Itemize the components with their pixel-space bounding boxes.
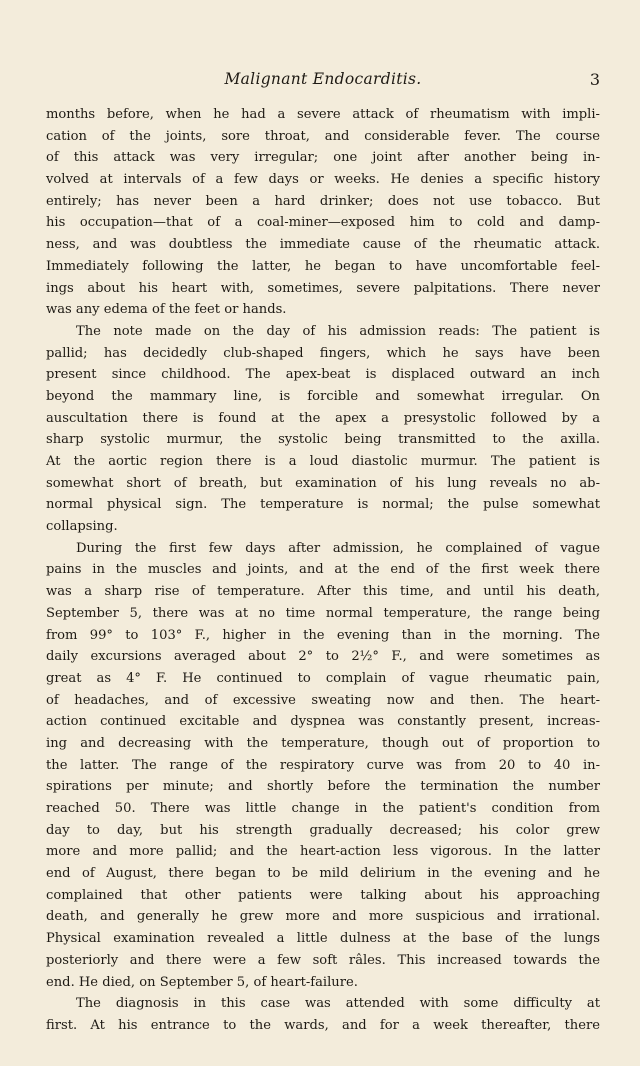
- text-line: The note made on the day of his admission reads: The patient is: [76, 323, 600, 339]
- text-line: was a sharp rise of temperature. After this time, and until his death,: [46, 584, 600, 600]
- text-line: cation of the joints, sore throat, and considerable fever. The course: [46, 128, 600, 144]
- text-line: collapsing.: [46, 519, 118, 535]
- text-line: end of August, there began to be mild delirium in the evening and he: [46, 866, 600, 882]
- text-line: ing and decreasing with the temperature, though out of proportion to: [46, 735, 600, 751]
- text-line: somewhat short of breath, but examination of his lung reveals no ab-: [46, 475, 600, 491]
- text-line: of headaches, and of excessive sweating now and then. The heart-: [46, 692, 600, 708]
- text-line: great as 4° F. He continued to complain of vague rheumatic pain,: [46, 670, 600, 686]
- text-line: entirely; has never been a hard drinker; does not use tobacco. But: [46, 193, 600, 209]
- text-line: At the aortic region there is a loud diastolic murmur. The patient is: [46, 454, 600, 469]
- text-line: ness, and was doubtless the immediate cause of the rheumatic attack.: [46, 237, 600, 253]
- body-text: [46, 104, 600, 1037]
- page-number: 3: [589, 70, 600, 89]
- text-line: During the first few days after admission, he complained of vague: [76, 540, 600, 556]
- text-line: reached 50. There was little change in the patient's condition from: [46, 801, 600, 816]
- text-line: his occupation—that of a coal-miner—exposed him to cold and damp-: [46, 215, 600, 231]
- text-line: of this attack was very irregular; one joint after another being in-: [46, 150, 600, 166]
- text-line: from 99° to 103° F., higher in the evening than in the morning. The: [46, 627, 600, 643]
- text-line: sharp systolic murmur, the systolic being transmitted to the axilla.: [46, 432, 600, 448]
- text-line: pains in the muscles and joints, and at the end of the first week there: [46, 562, 600, 578]
- text-line: volved at intervals of a few days or weeks. He denies a specific history: [46, 172, 600, 188]
- running-title: Malignant Endocarditis.: [224, 70, 422, 88]
- text-line: daily excursions averaged about 2° to 2½° F., and were sometimes as: [46, 649, 600, 665]
- text-line: September 5, there was at no time normal temperature, the range being: [46, 605, 600, 621]
- text-line: death, and generally he grew more and more suspicious and irrational.: [46, 909, 600, 925]
- text-line: beyond the mammary line, is forcible and somewhat irregular. On: [46, 388, 600, 404]
- text-line: ings about his heart with, sometimes, severe palpitations. There never: [46, 280, 600, 296]
- text-line: more and more pallid; and the heart-action less vigorous. In the latter: [46, 844, 600, 860]
- text-line: Immediately following the latter, he began to have uncomfortable feel-: [46, 258, 600, 274]
- text-line: first. At his entrance to the wards, and for a week thereafter, there: [46, 1017, 600, 1033]
- text-line: normal physical sign. The temperature is normal; the pulse somewhat: [46, 497, 600, 513]
- text-line: months before, when he had a severe attack of rheumatism with impli-: [46, 107, 600, 122]
- text-line: the latter. The range of the respiratory curve was from 20 to 40 in-: [46, 757, 600, 773]
- running-head: [46, 70, 600, 92]
- text-line: present since childhood. The apex-beat is displaced outward an inch: [46, 367, 600, 383]
- text-line: day to day, but his strength gradually decreased; his color grew: [46, 822, 600, 838]
- text-line: The diagnosis in this case was attended with some difficulty at: [76, 996, 600, 1012]
- text-line: spirations per minute; and shortly before the termination the number: [46, 779, 600, 795]
- text-line: complained that other patients were talking about his approaching: [46, 887, 600, 903]
- text-line: action continued excitable and dyspnea was constantly present, increas-: [46, 714, 600, 730]
- text-line: posteriorly and there were a few soft râles. This increased towards the: [46, 952, 600, 968]
- text-line: end. He died, on September 5, of heart-failure.: [46, 974, 358, 990]
- text-line: Physical examination revealed a little dulness at the base of the lungs: [46, 931, 600, 947]
- text-line: auscultation there is found at the apex a presystolic followed by a: [46, 410, 600, 426]
- text-line: pallid; has decidedly club-shaped fingers, which he says have been: [46, 345, 600, 361]
- text-line: was any edema of the feet or hands.: [46, 302, 287, 318]
